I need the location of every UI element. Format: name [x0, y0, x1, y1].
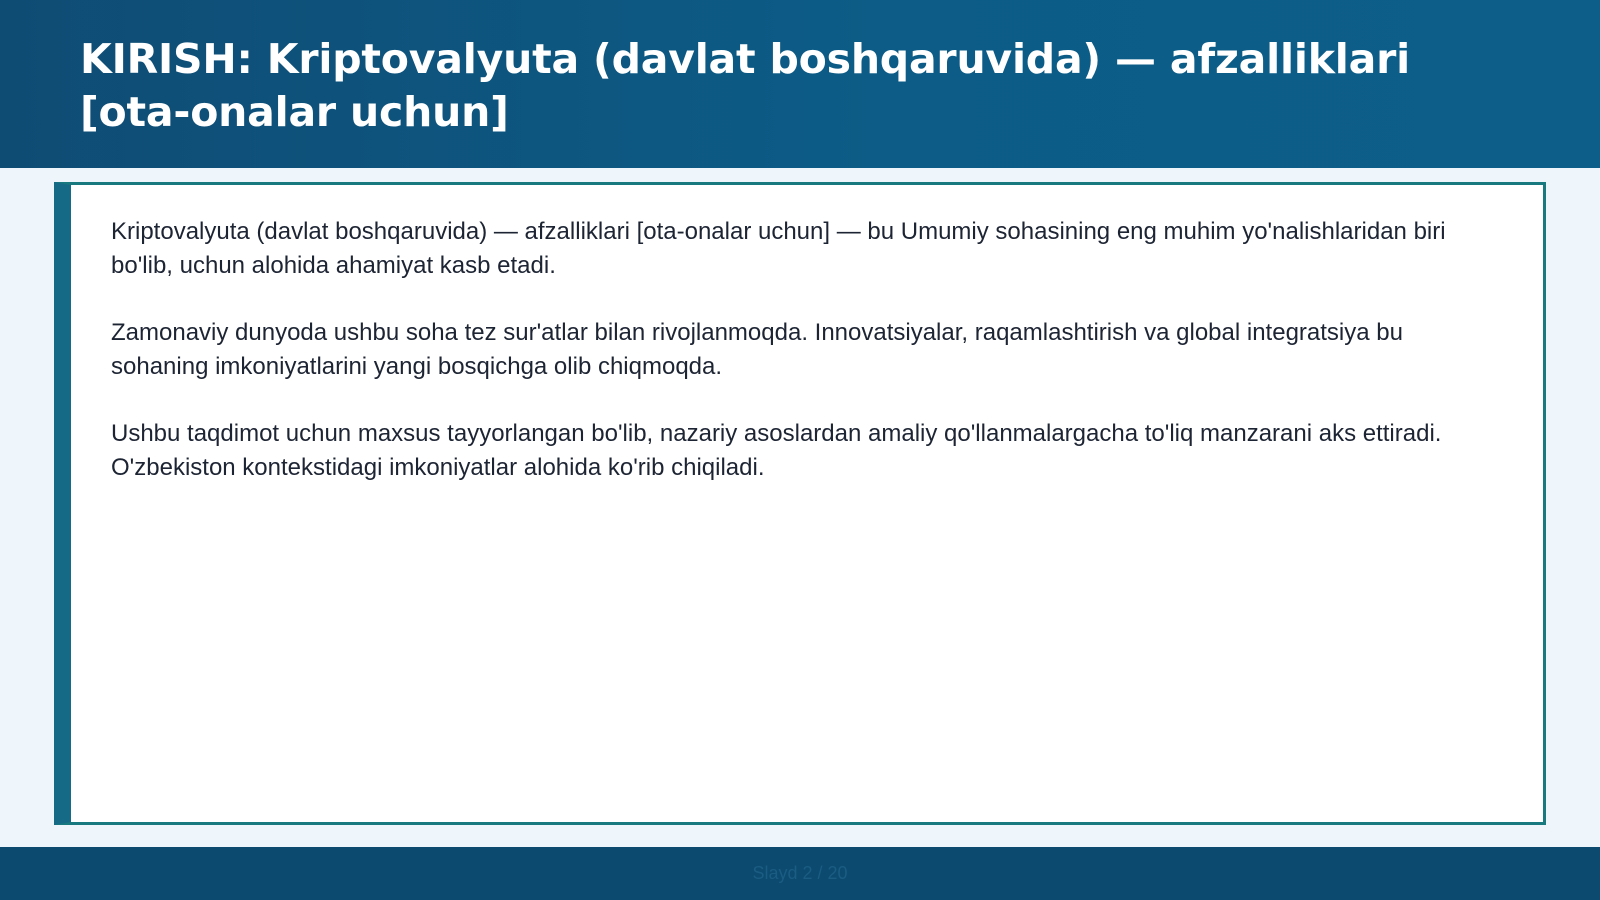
slide-footer: [0, 847, 1600, 900]
development-paragraph: Zamonaviy dunyoda ushbu soha tez sur'atlar bilan rivojlanmoqda. Innovatsiyalar, raqamlashtirish va global integratsiya bu sohaning imkoniyatlarini yangi bosqichga olib chiqmoqda.: [111, 319, 1403, 380]
intro-paragraph: Kriptovalyuta (davlat boshqaruvida) — afzalliklari [ota-onalar uchun] — bu Umumiy sohasining eng muhim yo'nalishlaridan biri bo'lib, uchun alohida ahamiyat kasb etadi.: [111, 218, 1446, 279]
presentation-paragraph: Ushbu taqdimot uchun maxsus tayyorlangan bo'lib, nazariy asoslardan amaliy qo'llanmalargacha to'liq manzarani aks ettiradi. O'zbekiston kontekstidagi imkoniyatlar alohida ko'rib chiqiladi.: [111, 420, 1442, 481]
slide-header: [0, 0, 1600, 168]
content-card: [54, 182, 1546, 825]
slide-title: KIRISH: Kriptovalyuta (davlat boshqaruvida) — afzalliklari [ota-onalar uchun]: [80, 35, 1410, 136]
slide-counter: Slayd 2 / 20: [752, 863, 848, 883]
